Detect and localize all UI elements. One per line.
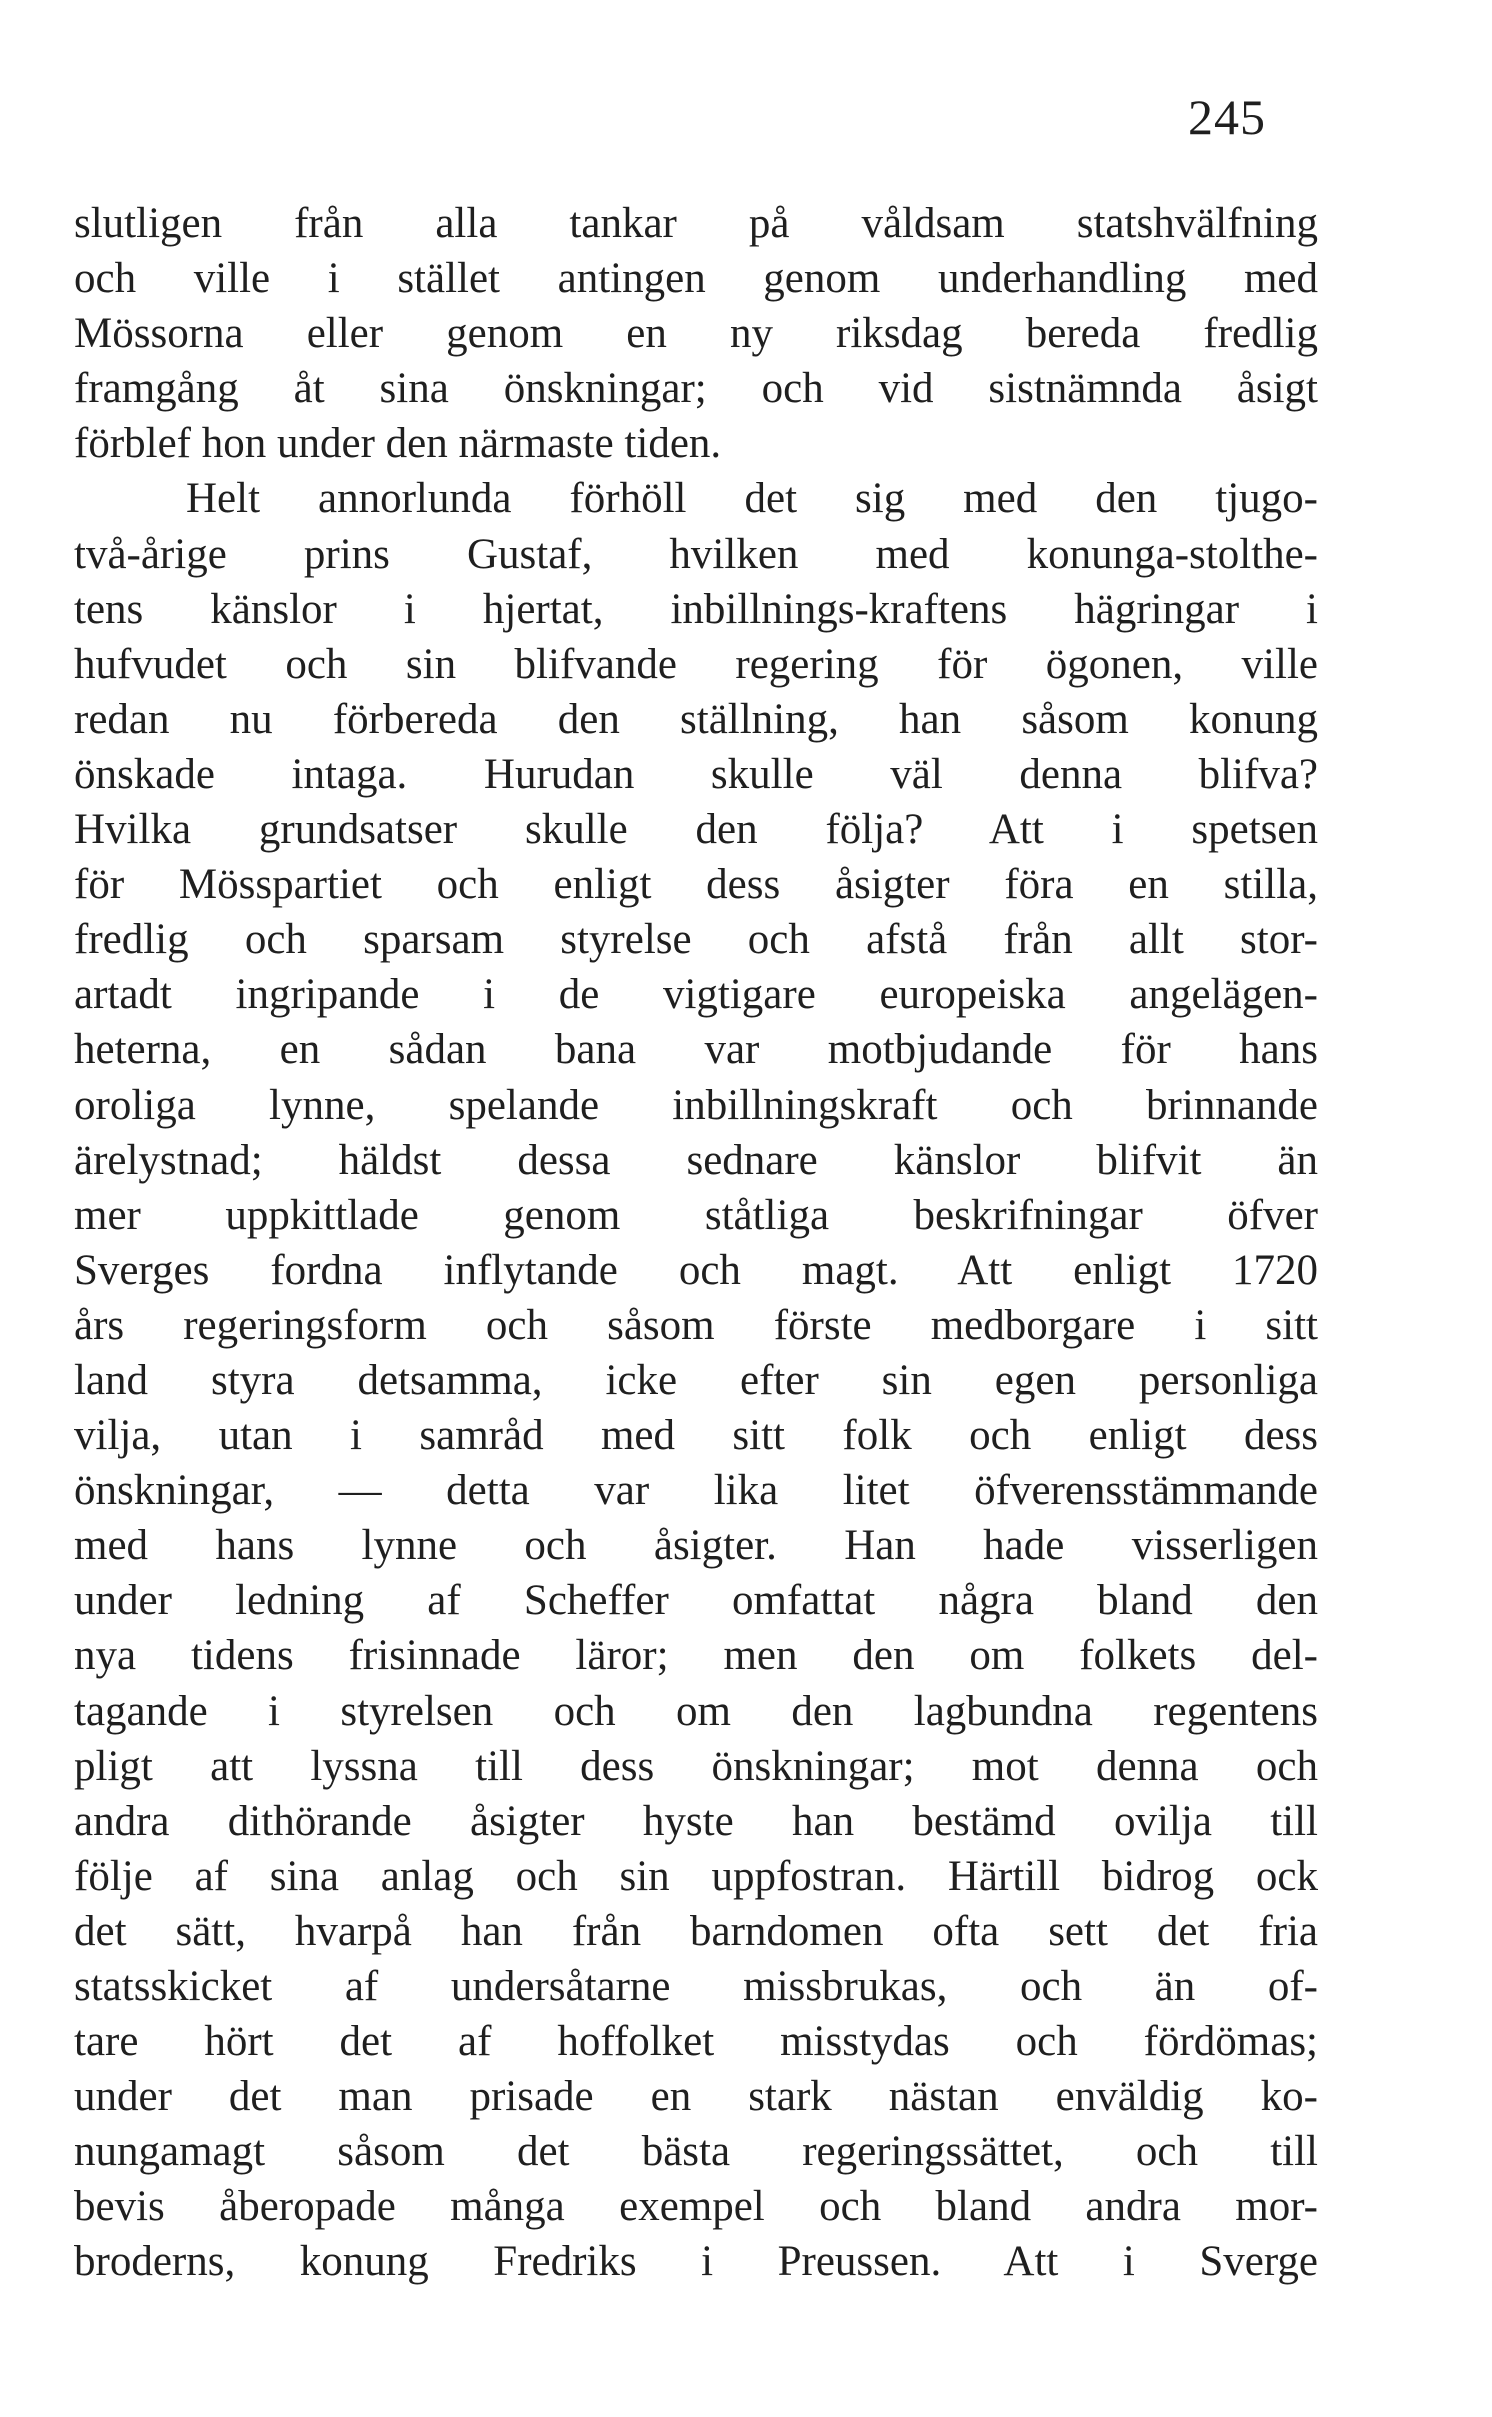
text-line: redan nu förbereda den ställning, han såsom konung: [74, 695, 1318, 743]
text-line: nungamagt såsom det bästa regeringssättet, och till: [74, 2128, 1318, 2176]
text-line: för Mösspartiet och enligt dess åsigter föra en stilla,: [74, 861, 1318, 909]
text-line: vilja, utan i samråd med sitt folk och enligt dess: [74, 1412, 1318, 1460]
text-line: två-årige prins Gustaf, hvilken med konunga-stolthe-: [74, 530, 1318, 578]
text-line: hufvudet och sin blifvande regering för ögonen, ville: [74, 640, 1318, 688]
text-line: statsskicket af undersåtarne missbrukas, och än of-: [74, 1963, 1318, 2010]
text-line: tare hört det af hoffolket misstydas och fördömas;: [74, 2018, 1318, 2066]
text-line: års regeringsform och såsom förste medborgare i sitt: [74, 1301, 1318, 1349]
text-line: mer uppkittlade genom ståtliga beskrifningar öfver: [74, 1191, 1318, 1239]
text-line: slutligen från alla tankar på våldsam statshvälfning: [74, 200, 1318, 247]
text-line: land styra detsamma, icke efter sin egen personliga: [74, 1356, 1318, 1404]
text-line: tens känslor i hjertat, inbillnings-kraftens hägringar i: [74, 585, 1318, 633]
body-text: [74, 196, 1318, 2290]
text-line: nya tidens frisinnade läror; men den om folkets del-: [74, 1632, 1318, 1680]
text-line: önskade intaga. Hurudan skulle väl denna blifva?: [74, 750, 1318, 798]
text-line: Hvilka grundsatser skulle den följa? Att i spetsen: [74, 806, 1318, 854]
text-line: under det man prisade en stark nästan enväldig ko-: [74, 2073, 1318, 2121]
text-line: oroliga lynne, spelande inbillningskraft och brinnande: [74, 1081, 1318, 1129]
text-line: heterna, en sådan bana var motbjudande för hans: [74, 1026, 1318, 1074]
text-line: följe af sina anlag och sin uppfostran. Härtill bidrog ock: [74, 1852, 1318, 1900]
text-line: framgång åt sina önskningar; och vid sistnämnda åsigt: [74, 365, 1318, 413]
text-line: Mössorna eller genom en ny riksdag bereda fredlig: [74, 310, 1318, 358]
text-line: andra dithörande åsigter hyste han bestämd ovilja till: [74, 1797, 1318, 1845]
text-line: pligt att lyssna till dess önskningar; mot denna och: [74, 1742, 1318, 1790]
text-line: med hans lynne och åsigter. Han hade visserligen: [74, 1522, 1318, 1570]
text-line: och ville i stället antingen genom underhandling med: [74, 255, 1318, 303]
text-line: tagande i styrelsen och om den lagbundna regentens: [74, 1687, 1318, 1735]
text-line: broderns, konung Fredriks i Preussen. Att i Sverge: [74, 2238, 1318, 2286]
text-line: förblef hon under den närmaste tiden.: [74, 420, 722, 468]
text-line: artadt ingripande i de vigtigare europeiska angelägen-: [74, 971, 1318, 1019]
text-line: bevis åberopade många exempel och bland andra mor-: [74, 2183, 1318, 2231]
paragraph-start-line: Helt annorlunda förhöll det sig med den tjugo-: [186, 475, 1318, 523]
text-line: Sverges fordna inflytande och magt. Att enligt 1720: [74, 1246, 1318, 1294]
text-line: önskningar, — detta var lika litet öfverensstämmande: [74, 1467, 1318, 1515]
page-number: 245: [1188, 89, 1266, 145]
text-line: ärelystnad; häldst dessa sednare känslor blifvit än: [74, 1136, 1318, 1184]
text-line: fredlig och sparsam styrelse och afstå från allt stor-: [74, 916, 1318, 964]
text-line: det sätt, hvarpå han från barndomen ofta sett det fria: [74, 1907, 1318, 1955]
text-line: under ledning af Scheffer omfattat några bland den: [74, 1577, 1318, 1625]
